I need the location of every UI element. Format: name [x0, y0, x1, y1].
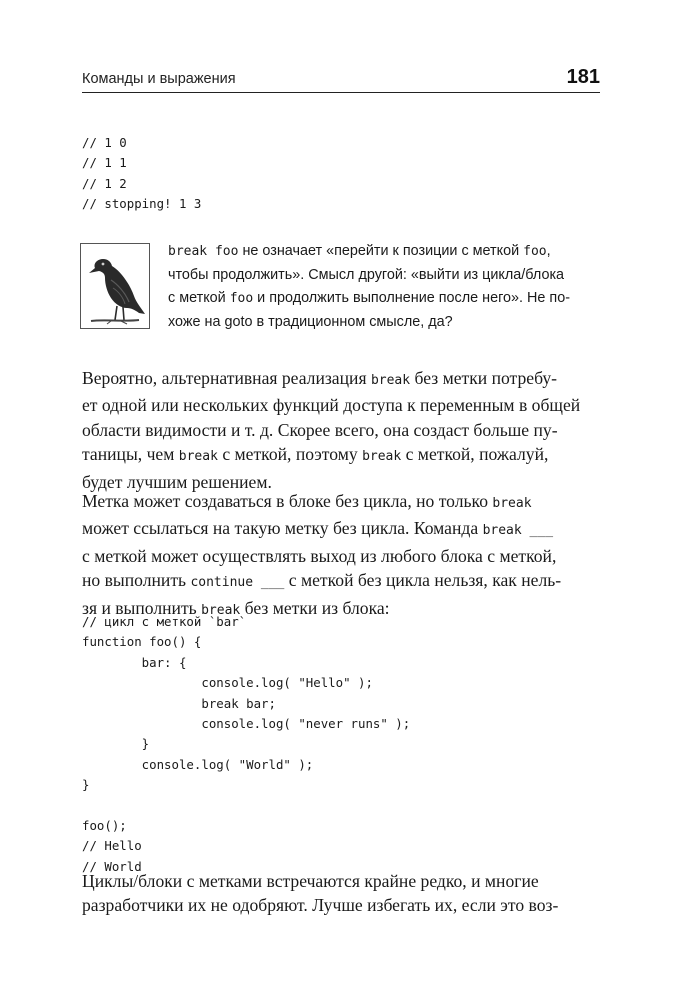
code-line: foo(); — [82, 818, 127, 834]
code-line: console.log( "never runs" ); — [82, 716, 411, 732]
para-text: может ссылаться на такую метку без цикла. Команда — [82, 518, 483, 539]
inline-code: continue ___ — [190, 575, 285, 591]
code-line: // Hello — [82, 838, 142, 854]
para-text: без метки из блока: — [240, 597, 390, 618]
para-text: Метка может создаваться в блоке без цикла, но только — [82, 491, 493, 511]
crow-illustration — [81, 244, 149, 328]
para-text: но выполнить — [82, 570, 191, 591]
code-line: console.log( "Hello" ); — [82, 675, 373, 691]
code-line: // stopping! 1 3 — [82, 196, 202, 212]
code-line: // цикл с меткой `bar` — [82, 614, 247, 629]
inline-code: break — [362, 449, 402, 465]
note-text: чтобы продолжить». Смысл другой: «выйти из цикла/блока — [168, 266, 565, 283]
inline-code: break — [370, 373, 411, 388]
code-line: bar: { — [82, 654, 187, 670]
para-text: будет лучшим решением. — [82, 471, 272, 492]
note-text: и продолжить выполнение после него». Не по- — [253, 290, 570, 306]
code-block-example — [82, 612, 410, 877]
note-text: с меткой — [168, 290, 230, 306]
inline-code: break — [201, 602, 241, 618]
note-callout — [168, 240, 600, 334]
code-line: // 1 1 — [82, 155, 127, 171]
code-line: // 1 2 — [82, 175, 127, 191]
code-line: } — [82, 777, 90, 793]
code-line: function foo() { — [82, 634, 202, 650]
body-paragraph — [82, 489, 602, 623]
body-paragraph — [82, 366, 602, 494]
note-text: не означает «перейти к позиции с меткой — [238, 243, 524, 259]
para-text: с меткой может осуществлять выход из любого блока с меткой, — [82, 545, 557, 566]
page-number: 181 — [566, 66, 600, 88]
para-text: с меткой без цикла нельзя, как нель- — [284, 570, 562, 591]
inline-keyword: goto — [224, 313, 253, 330]
para-text: ет одной или нескольких функций доступа к переменным в общей — [82, 395, 581, 416]
code-line: } — [82, 736, 150, 752]
para-text: Циклы/блоки с метками встречаются крайне редко, и многие — [82, 871, 539, 891]
note-text: хоже на — [168, 313, 225, 330]
para-text: области видимости и т. д. Скорее всего, она создаст больше пу- — [82, 419, 558, 440]
para-text: зя и выполнить — [82, 597, 202, 618]
code-line: break bar; — [82, 695, 276, 711]
note-text: в традиционном смысле, да? — [252, 313, 453, 330]
code-line: // 1 0 — [82, 135, 127, 150]
running-header — [82, 62, 600, 93]
body-paragraph — [82, 869, 602, 918]
inline-code: foo — [523, 244, 547, 259]
para-text: без метки потребу- — [410, 368, 558, 388]
code-line: console.log( "World" ); — [82, 756, 314, 772]
code-block-output — [82, 133, 201, 215]
para-text: таницы, чем — [82, 444, 179, 465]
para-text: с меткой, пожалуй, — [401, 444, 549, 465]
note-text: , — [546, 243, 551, 259]
chapter-title: Команды и выражения — [82, 71, 236, 87]
para-text: разработчики их не одобряют. Лучше избегать их, если это воз- — [82, 895, 559, 916]
inline-code: break — [178, 449, 218, 465]
inline-code: break — [492, 496, 532, 511]
inline-code: break foo — [168, 244, 239, 259]
inline-code: break ___ — [482, 523, 554, 539]
para-text: с меткой, поэтому — [217, 444, 363, 465]
code-line: // World — [82, 858, 142, 874]
inline-code: foo — [229, 291, 254, 306]
para-text: Вероятно, альтернативная реализация — [82, 368, 371, 388]
crow-icon — [80, 243, 150, 329]
